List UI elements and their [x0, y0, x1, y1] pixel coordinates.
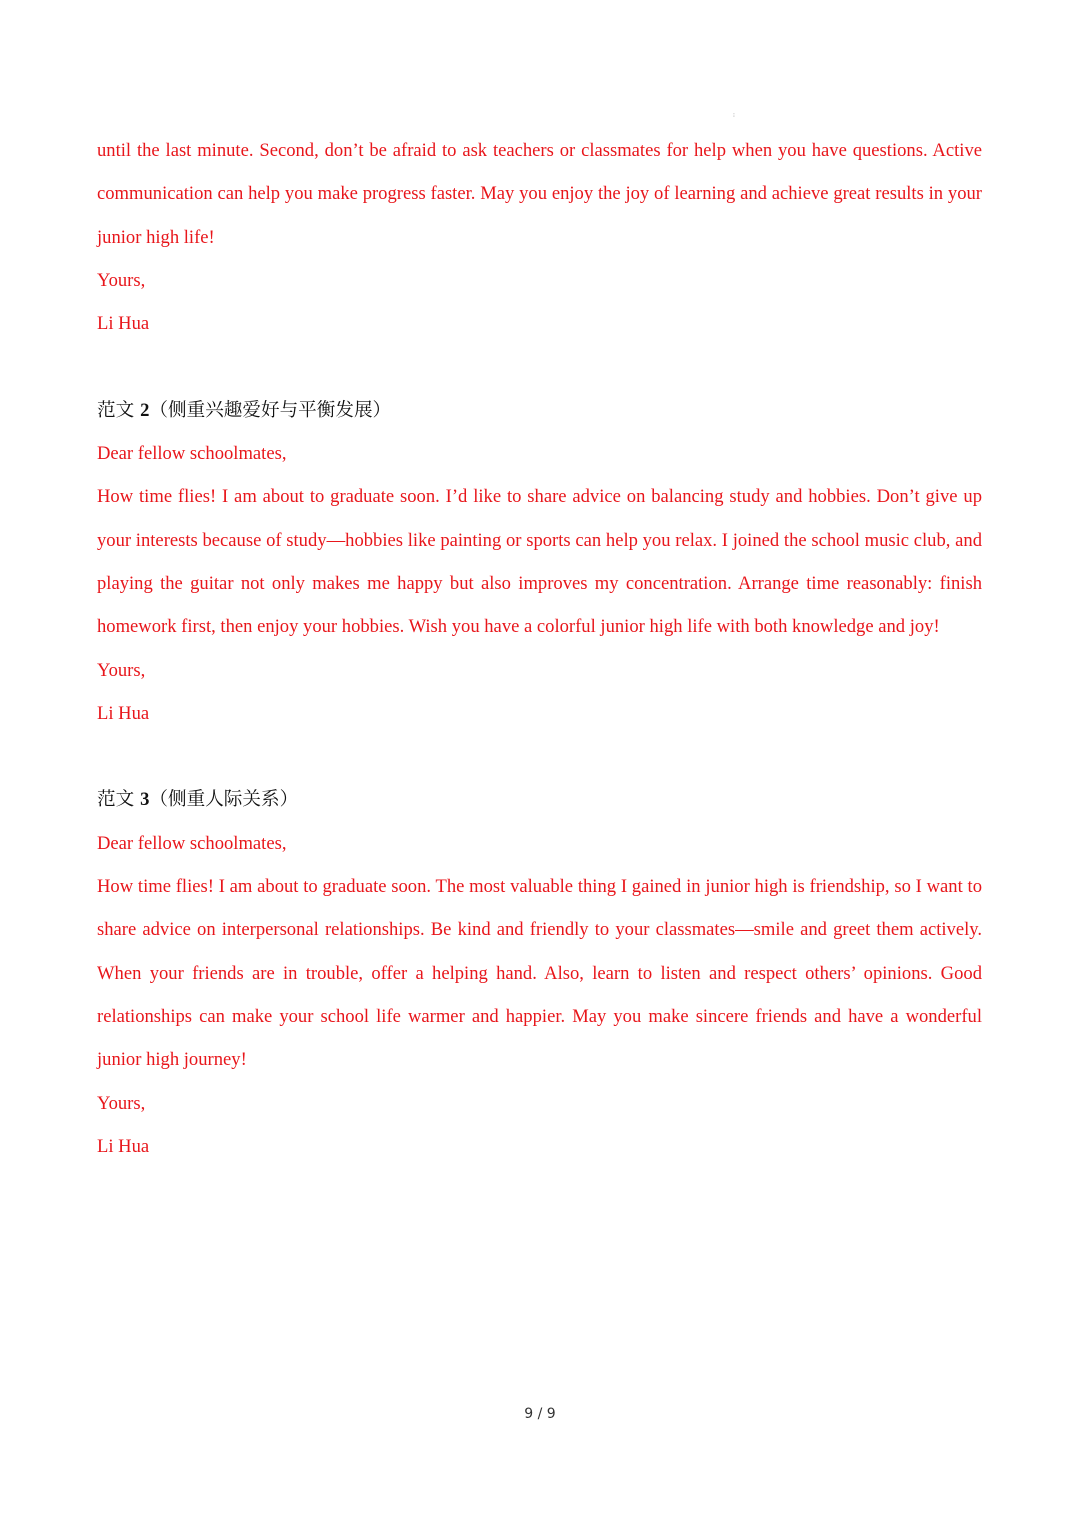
sample1-signature: Li Hua — [97, 313, 150, 335]
sample2-heading-prefix: 范文 — [97, 399, 135, 421]
section-gap — [97, 735, 982, 778]
document-content — [97, 129, 982, 1168]
sample3-signature: Li Hua — [97, 1135, 150, 1157]
sample2-heading — [97, 389, 982, 432]
sample1-closing: Yours, — [97, 269, 146, 291]
sample3-paragraph: How time flies! I am about to graduate soon. The most valuable thing I gained in junior high is friendship, so I want to share advice on interpersonal relationships. Be kind and friendly to your classmates—smile and greet them actively. When your friends are in trouble, offer a helping hand. Also, learn to listen and respect others’ opinions. Good relationships can make your school life warmer and happier. May you make sincere friends and have a wonderful junior high journey! — [97, 876, 982, 1071]
sample2-closing: Yours, — [97, 659, 146, 681]
sample3-closing: Yours, — [97, 1092, 146, 1114]
sample1-paragraph: until the last minute. Second, don’t be afraid to ask teachers or classmates for help when you have questions. Active communication can help you make progress faster. May you enjoy the joy of learning and achieve great results in your junior high life! — [97, 140, 982, 248]
sample2-salutation: Dear fellow schoolmates, — [97, 443, 287, 465]
sample2-signature: Li Hua — [97, 702, 150, 724]
sample3-salutation: Dear fellow schoolmates, — [97, 832, 287, 854]
sample3-heading — [97, 778, 982, 821]
page-number: 9 / 9 — [524, 1406, 556, 1422]
sample2-heading-suffix: （侧重兴趣爱好与平衡发展） — [149, 399, 392, 421]
sample3-heading-number: 3 — [140, 789, 150, 811]
sample3-heading-suffix: （侧重人际关系） — [149, 789, 299, 811]
page-marker: ⁝ — [733, 112, 735, 119]
sample2-paragraph: How time flies! I am about to graduate soon. I’d like to share advice on balancing study and hobbies. Don’t give up your interests because of study—hobbies like painting or sports can help you relax. I joined the school music club, and playing the guitar not only makes me happy but also improves my concentration. Arrange time reasonably: finish homework first, then enjoy your hobbies. Wish you have a colorful junior high life with both knowledge and joy! — [97, 486, 982, 638]
sample3-heading-prefix: 范文 — [97, 789, 135, 811]
sample2-heading-number: 2 — [140, 399, 150, 421]
section-gap — [97, 345, 982, 388]
